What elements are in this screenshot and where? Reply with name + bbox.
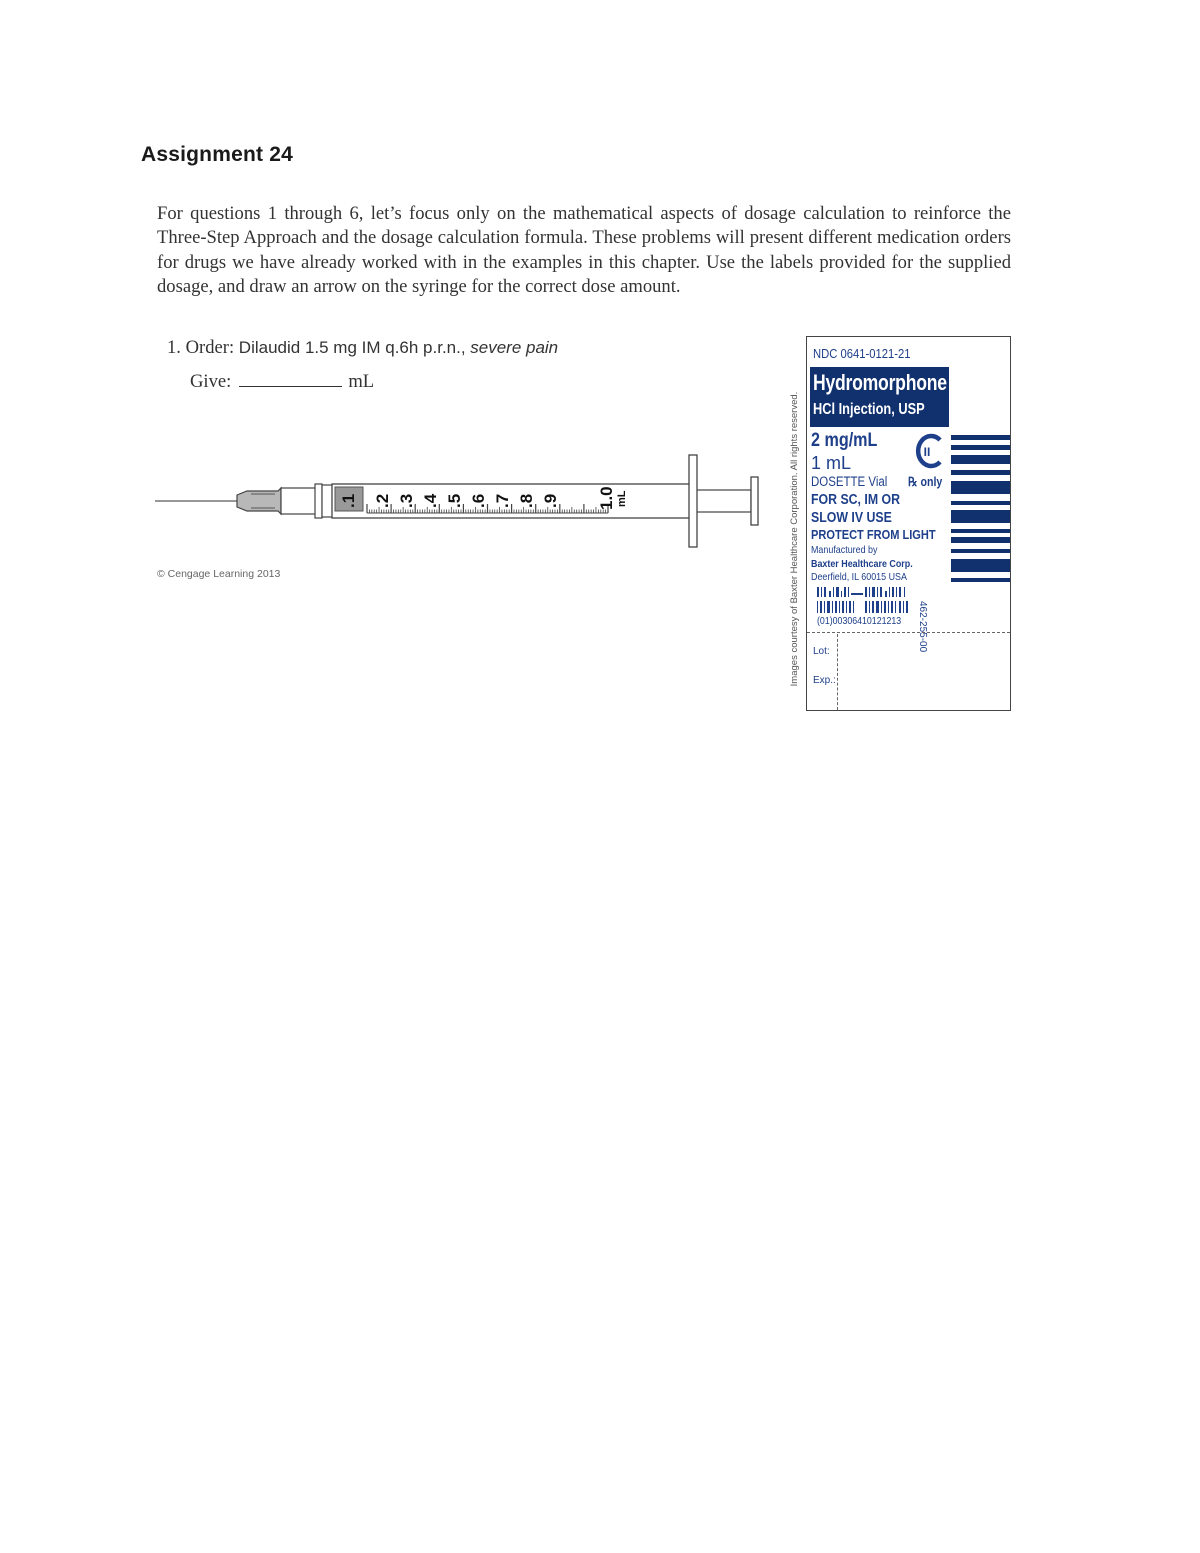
hydromorphone-vial-label (806, 336, 1011, 711)
drug-name-box (810, 367, 949, 427)
route-line-1: FOR SC, IM OR (811, 492, 901, 508)
vial-volume: 1 mL (811, 453, 852, 473)
scale-label: .8 (517, 493, 536, 508)
schedule-ii-text: II (923, 445, 931, 459)
protect-from-light: PROTECT FROM LIGHT (811, 527, 936, 542)
scale-label: .4 (421, 493, 440, 508)
assignment-title: Assignment 24 (141, 143, 293, 166)
label-color-stripes (949, 337, 1010, 633)
manufacturer-line-2: Baxter Healthcare Corp. (811, 558, 913, 570)
syringe-copyright: © Cengage Learning 2013 (157, 568, 281, 580)
scale-label: .7 (493, 493, 512, 508)
scale-label: .3 (397, 493, 416, 508)
scale-label: .5 (445, 493, 464, 508)
barcode-number: (01)00306410121213 (817, 616, 902, 627)
order-label: Order: (185, 337, 235, 358)
lot-label: Lot: (813, 646, 830, 657)
give-label: Give: (190, 371, 232, 392)
scale-label: .9 (541, 493, 560, 508)
rx-only: ℞ only (908, 475, 943, 489)
needle-hub (237, 488, 281, 514)
route-line-2: SLOW IV USE (811, 510, 892, 526)
barrel-flange (689, 455, 697, 547)
drug-subtitle: HCl Injection, USP (813, 401, 925, 418)
question-1-order (167, 337, 558, 359)
plunger-rod (691, 490, 751, 512)
question-number: 1. (167, 337, 181, 358)
scale-label: .6 (469, 493, 488, 508)
give-unit: mL (348, 371, 375, 392)
plunger-thumb-rest (751, 477, 758, 525)
barcode-icon (815, 585, 925, 615)
order-text: Dilaudid 1.5 mg IM q.6h p.r.n., (238, 338, 466, 357)
scale-label: .2 (373, 493, 392, 508)
perforation-line (807, 632, 1010, 633)
scale-label: .1 (339, 493, 358, 508)
dosette-vial: DOSETTE Vial (811, 474, 888, 489)
give-answer-blank[interactable] (239, 372, 342, 387)
manufacturer-line-3: Deerfield, IL 60015 USA (811, 571, 907, 583)
question-1-give (190, 371, 374, 393)
scale-unit-label: mL (616, 490, 628, 507)
catalog-number: 462-255-00 (917, 601, 928, 653)
order-reason: severe pain (470, 338, 559, 357)
scale-label: 1.0 (597, 486, 616, 510)
exp-label: Exp.: (813, 675, 836, 686)
concentration: 2 mg/mL (811, 430, 878, 451)
ndc-number: NDC 0641-0121-21 (813, 347, 911, 361)
drug-name: Hydromorphone (813, 370, 947, 395)
perforation-line-vertical (837, 634, 838, 710)
instructions-paragraph: For questions 1 through 6, let’s focus only on the mathematical aspects of dosage calculation to reinforce the Three-Step Approach and the dosage calculation formula. These problems will present different medication orders for drugs we have already worked with in the examples in this chapter. Use the labels provided for the supplied dosage, and draw an arrow on the syringe for the correct dose amount. (157, 203, 1011, 297)
syringe-diagram[interactable] (155, 450, 770, 552)
schedule-ii-c-icon (912, 431, 948, 471)
manufacturer-line-1: Manufactured by (811, 544, 878, 556)
label-image-credit: Images courtesy of Baxter Healthcare Corporation. All rights reserved. (789, 391, 800, 687)
